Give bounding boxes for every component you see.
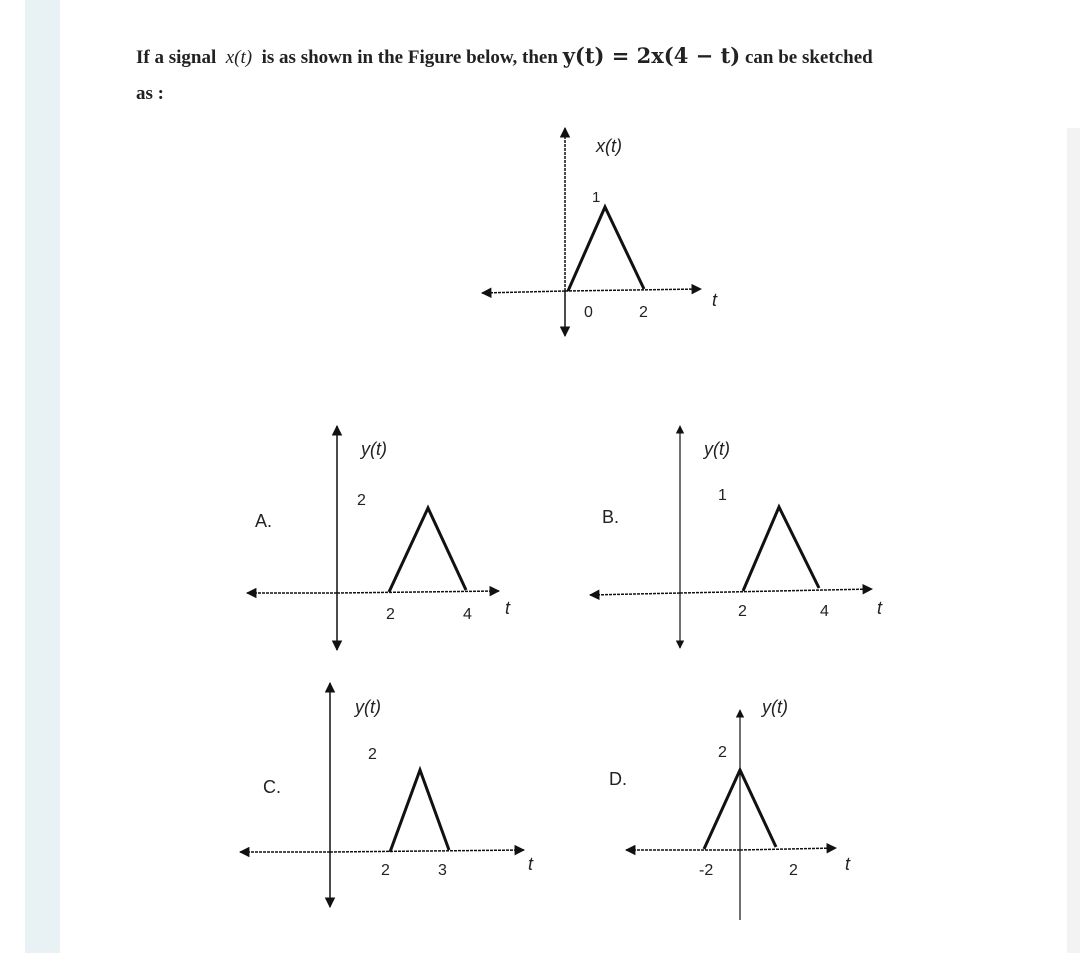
d-t-axis-right [740,848,836,850]
option-c-plot [240,683,534,907]
c-t-axis-right [330,850,524,852]
x-plot-tick-0: 0 [584,304,593,321]
a-ylabel: y(t) [361,439,387,459]
c-axis-label: t [528,854,534,874]
a-letter: A. [255,511,273,531]
option-d-plot [609,697,851,920]
b-axis-label: t [877,598,883,618]
b-peak-label: 1 [718,487,727,504]
b-tick1: 2 [738,603,747,620]
a-t-axis-right [337,591,499,593]
a-tick1: 2 [386,606,395,623]
a-peak-label: 2 [357,492,366,509]
b-ylabel: y(t) [704,439,730,459]
x-plot-triangle [568,207,644,291]
d-tick2: 2 [789,862,798,879]
b-triangle [743,507,819,591]
b-t-axis-right [680,589,872,593]
x-plot-t-axis [482,291,565,293]
option-a-plot [247,426,511,650]
c-letter: C. [263,777,281,797]
c-triangle [390,770,449,852]
equation: y(t) = 2x(4 − t) [562,43,741,68]
question-suffix: can be sketched [744,47,873,68]
a-tick2: 4 [463,606,472,623]
d-ylabel: y(t) [762,697,788,717]
x-plot-axis-label: t [712,290,718,310]
signal-symbol: x(t) [225,47,253,68]
a-triangle [389,508,466,592]
d-axis-label: t [845,854,851,874]
d-peak-label: 2 [718,744,727,761]
d-tick1: -2 [699,862,714,879]
x-plot-tick-2: 2 [639,304,648,321]
x-plot-t-axis-right [565,289,701,291]
b-letter: B. [602,507,620,527]
question-prefix: If a signal [136,47,217,68]
b-t-axis-left [590,593,680,595]
option-b-plot [590,426,883,648]
question-middle: is as shown in the Figure below, then [261,47,558,68]
d-letter: D. [609,769,627,789]
x-plot-title: x(t) [596,136,622,156]
c-peak-label: 2 [368,746,377,763]
c-tick1: 2 [381,862,390,879]
x-plot-peak-label: 1 [592,189,601,206]
b-tick2: 4 [820,603,829,620]
a-axis-label: t [505,598,511,618]
c-tick2: 3 [438,862,447,879]
figure-x-plot [482,128,718,336]
question-line2: as : [136,83,164,104]
c-ylabel: y(t) [355,697,381,717]
